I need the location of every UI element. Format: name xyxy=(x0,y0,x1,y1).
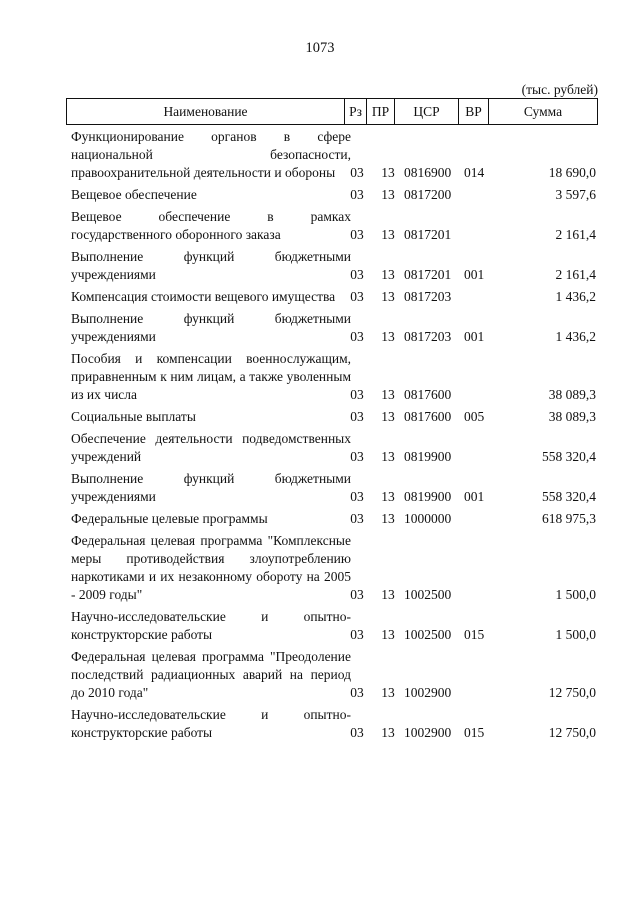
row-csr: 1002500 xyxy=(404,627,452,642)
row-rz: 03 xyxy=(350,387,364,402)
row-pr: 13 xyxy=(381,187,395,202)
row-sum: 558 320,4 xyxy=(542,449,596,464)
row-csr: 0819900 xyxy=(404,489,452,504)
row-vr: 014 xyxy=(464,165,485,180)
table-row xyxy=(66,706,598,742)
table-row xyxy=(66,532,598,604)
row-csr: 0817600 xyxy=(404,409,452,424)
column-header-name: Наименование xyxy=(67,99,345,124)
row-sum: 2 161,4 xyxy=(555,227,596,242)
row-pr: 13 xyxy=(381,725,395,740)
row-csr: 0817200 xyxy=(404,187,452,202)
row-csr: 0817600 xyxy=(404,387,452,402)
row-csr: 1002900 xyxy=(404,685,452,700)
row-sum: 1 436,2 xyxy=(555,289,596,304)
row-vr: 001 xyxy=(464,267,485,282)
row-name: Научно-исследовательские и опытно-конструкторские работы xyxy=(71,707,351,740)
row-rz: 03 xyxy=(350,587,364,602)
table-row xyxy=(66,350,598,404)
row-pr: 13 xyxy=(381,449,395,464)
table-row xyxy=(66,186,598,204)
row-pr: 13 xyxy=(381,329,395,344)
page-number: 1073 xyxy=(305,40,335,56)
table-row xyxy=(66,248,598,284)
row-sum: 12 750,0 xyxy=(548,685,596,700)
table-row xyxy=(66,288,598,306)
table-row xyxy=(66,310,598,346)
row-pr: 13 xyxy=(381,627,395,642)
row-name: Вещевое обеспечение xyxy=(71,187,197,202)
row-csr: 1000000 xyxy=(404,511,452,526)
row-rz: 03 xyxy=(350,165,364,180)
row-name: Пособия и компенсации военнослужащим, приравненным к ним лицам, а также уволенным из их числа xyxy=(71,351,351,402)
row-name: Обеспечение деятельности подведомственных учреждений xyxy=(71,431,351,464)
column-header-sum: Сумма xyxy=(523,104,563,119)
row-pr: 13 xyxy=(381,489,395,504)
row-sum: 38 089,3 xyxy=(548,409,596,424)
row-name: Выполнение функций бюджетными учреждениями xyxy=(71,471,351,504)
row-csr: 0817201 xyxy=(404,267,452,282)
row-vr: 001 xyxy=(464,489,485,504)
row-vr: 015 xyxy=(464,725,485,740)
table-header xyxy=(66,98,598,125)
column-header-vr: ВР xyxy=(459,99,489,124)
row-sum: 3 597,6 xyxy=(555,187,596,202)
row-rz: 03 xyxy=(350,227,364,242)
row-rz: 03 xyxy=(350,627,364,642)
row-pr: 13 xyxy=(381,165,395,180)
row-pr: 13 xyxy=(381,289,395,304)
table-row xyxy=(66,510,598,528)
row-pr: 13 xyxy=(381,685,395,700)
row-name: Научно-исследовательские и опытно-конструкторские работы xyxy=(71,609,351,642)
row-sum: 1 500,0 xyxy=(555,587,596,602)
row-csr: 0819900 xyxy=(404,449,452,464)
row-csr: 1002900 xyxy=(404,725,452,740)
row-rz: 03 xyxy=(350,289,364,304)
row-sum: 38 089,3 xyxy=(548,387,596,402)
row-sum: 2 161,4 xyxy=(555,267,596,282)
units-label: (тыс. рублей) xyxy=(521,82,598,97)
row-vr: 001 xyxy=(464,329,485,344)
table-row xyxy=(66,608,598,644)
column-header-pr: ПР xyxy=(367,99,395,124)
row-csr: 0816900 xyxy=(404,165,452,180)
table-row xyxy=(66,208,598,244)
row-sum: 618 975,3 xyxy=(542,511,596,526)
row-name: Федеральная целевая программа "Комплексные меры противодействия злоупотреблению наркотиками и их незаконному обороту на 2005 - 2009 годы" xyxy=(71,533,351,602)
row-csr: 1002500 xyxy=(404,587,452,602)
row-sum: 1 500,0 xyxy=(555,627,596,642)
row-rz: 03 xyxy=(350,685,364,700)
row-rz: 03 xyxy=(350,511,364,526)
row-name: Вещевое обеспечение в рамках государственного оборонного заказа xyxy=(71,209,351,242)
row-sum: 1 436,2 xyxy=(555,329,596,344)
row-name: Выполнение функций бюджетными учреждениями xyxy=(71,311,351,344)
column-header-rz: Рз xyxy=(345,99,367,124)
table-row xyxy=(66,470,598,506)
row-name: Выполнение функций бюджетными учреждениями xyxy=(71,249,351,282)
row-name: Социальные выплаты xyxy=(71,409,196,424)
row-csr: 0817201 xyxy=(404,227,452,242)
row-pr: 13 xyxy=(381,587,395,602)
row-rz: 03 xyxy=(350,489,364,504)
row-pr: 13 xyxy=(381,267,395,282)
table-row xyxy=(66,128,598,182)
row-pr: 13 xyxy=(381,227,395,242)
row-pr: 13 xyxy=(381,387,395,402)
row-sum: 558 320,4 xyxy=(542,489,596,504)
row-rz: 03 xyxy=(350,267,364,282)
row-name: Функционирование органов в сфере национальной безопасности, правоохранительной деятельности и обороны xyxy=(71,129,351,180)
row-name: Компенсация стоимости вещевого имущества xyxy=(71,289,336,304)
row-rz: 03 xyxy=(350,449,364,464)
column-header-csr: ЦСР xyxy=(395,99,459,124)
table-row xyxy=(66,648,598,702)
row-vr: 005 xyxy=(464,409,485,424)
row-sum: 18 690,0 xyxy=(548,165,596,180)
row-name: Федеральная целевая программа "Преодоление последствий радиационных аварий на период до 2010 года" xyxy=(71,649,351,700)
row-rz: 03 xyxy=(350,725,364,740)
row-vr: 015 xyxy=(464,627,485,642)
row-rz: 03 xyxy=(350,329,364,344)
row-csr: 0817203 xyxy=(404,329,452,344)
row-pr: 13 xyxy=(381,409,395,424)
row-rz: 03 xyxy=(350,187,364,202)
row-rz: 03 xyxy=(350,409,364,424)
row-sum: 12 750,0 xyxy=(548,725,596,740)
table-body xyxy=(66,128,598,746)
row-name: Федеральные целевые программы xyxy=(71,511,268,526)
table-row xyxy=(66,408,598,426)
row-pr: 13 xyxy=(381,511,395,526)
row-csr: 0817203 xyxy=(404,289,452,304)
table-row xyxy=(66,430,598,466)
